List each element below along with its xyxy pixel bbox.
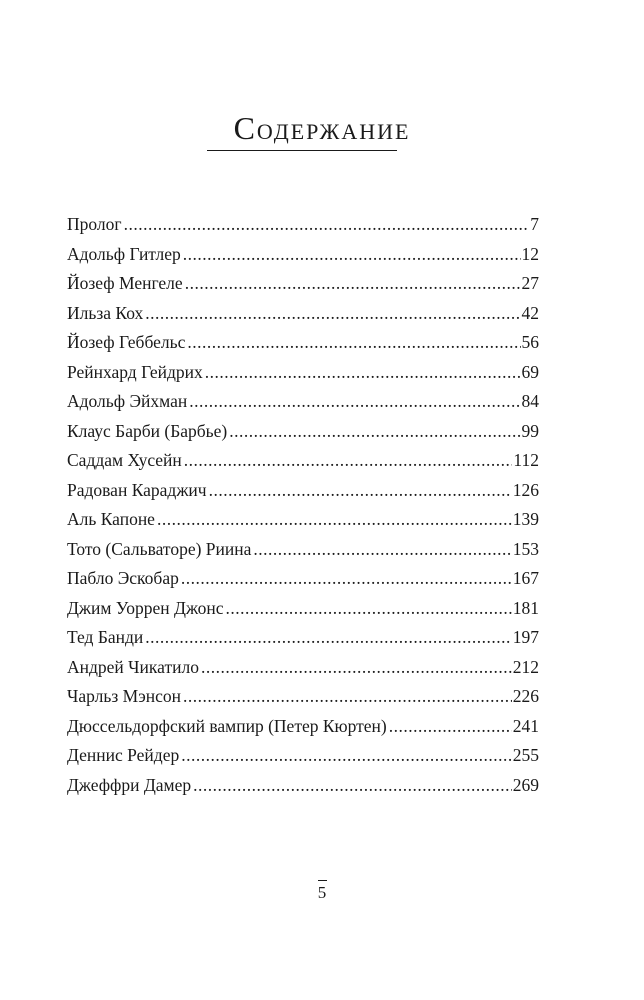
toc-dot-leader — [205, 358, 521, 388]
toc-entry[interactable] — [67, 358, 539, 388]
toc-dot-leader — [157, 505, 512, 535]
toc-dot-leader — [183, 240, 521, 270]
toc-dot-leader — [189, 387, 520, 417]
toc-dot-leader — [389, 712, 512, 742]
toc-entry-page: 42 — [521, 302, 539, 323]
toc-entry-title: Йозеф Менгеле — [67, 273, 183, 293]
toc-dot-leader — [145, 623, 511, 653]
toc-entry-page: 269 — [512, 774, 539, 795]
toc-entry-page: 69 — [521, 361, 539, 382]
page-title: Содержание — [233, 110, 411, 146]
toc-entry-title: Саддам Хусейн — [67, 450, 182, 470]
toc-entry[interactable] — [67, 741, 539, 771]
toc-entry-page: 126 — [512, 479, 539, 500]
toc-entry-title: Пабло Эскобар — [67, 568, 179, 588]
toc-entry-title: Андрей Чикатило — [67, 656, 199, 677]
page-number: 5 — [317, 883, 327, 902]
toc-entry-page: 212 — [512, 656, 539, 677]
toc-entry[interactable] — [67, 328, 539, 358]
toc-dot-leader — [187, 328, 520, 358]
toc-entry-page: 84 — [521, 391, 539, 411]
toc-entry-title: Радован Караджич — [67, 479, 207, 500]
toc-entry[interactable] — [67, 712, 539, 742]
toc-entry-title: Йозеф Геббельс — [67, 332, 186, 352]
toc-entry-title: Ильза Кох — [67, 302, 144, 323]
toc-entry[interactable] — [67, 417, 539, 447]
toc-dot-leader — [185, 269, 521, 299]
toc-dot-leader — [229, 417, 520, 447]
toc-dot-leader — [253, 535, 511, 565]
toc-dot-leader — [181, 741, 512, 771]
toc-dot-leader — [209, 476, 512, 506]
toc-entry[interactable] — [67, 476, 539, 506]
toc-entry[interactable] — [67, 210, 539, 240]
toc-entry[interactable] — [67, 653, 539, 683]
toc-entry[interactable] — [67, 535, 539, 565]
toc-entry-page: 226 — [512, 686, 539, 706]
toc-entry[interactable] — [67, 623, 539, 653]
toc-dot-leader — [124, 210, 530, 240]
toc-dot-leader — [181, 564, 512, 594]
toc-entry-page: 56 — [521, 332, 539, 352]
toc-entry-title: Джеффри Дамер — [67, 774, 192, 795]
toc-entry-page: 12 — [521, 243, 539, 264]
toc-entry-title: Дюссельдорфский вампир (Петер Кюртен) — [67, 715, 387, 736]
toc-entry[interactable] — [67, 446, 539, 476]
toc-entry-title: Чарльз Мэнсон — [67, 686, 181, 706]
toc-entry-page: 112 — [513, 450, 539, 470]
toc-entry-page: 241 — [512, 715, 539, 736]
toc-entry-page: 99 — [521, 420, 539, 441]
toc-dot-leader — [184, 446, 513, 476]
toc-dot-leader — [226, 594, 512, 624]
toc-entry[interactable] — [67, 771, 539, 801]
toc-dot-leader — [145, 299, 520, 329]
toc-entry-title: Адольф Эйхман — [67, 391, 188, 411]
toc-entry-title: Пролог — [67, 214, 122, 234]
toc-dot-leader — [183, 682, 512, 712]
toc-entry-page: 167 — [512, 568, 539, 588]
toc-entry-title: Рейнхард Гейдрих — [67, 361, 203, 382]
folio-mark — [318, 880, 327, 881]
toc-entry-title: Аль Капоне — [67, 509, 155, 529]
toc-entry[interactable] — [67, 594, 539, 624]
toc-entry[interactable] — [67, 299, 539, 329]
toc-dot-leader — [193, 771, 512, 801]
toc-entry-title: Тото (Сальваторе) Риина — [67, 538, 252, 559]
toc-entry-title: Джим Уоррен Джонс — [67, 597, 224, 618]
toc-entry-title: Тед Банди — [67, 627, 144, 647]
toc-entry[interactable] — [67, 564, 539, 594]
title-underline — [207, 150, 397, 151]
toc-entry-page: 181 — [512, 597, 539, 618]
toc-entry-page: 7 — [530, 214, 539, 234]
table-of-contents — [67, 210, 539, 800]
toc-entry-title: Деннис Рейдер — [67, 745, 180, 765]
toc-entry-page: 139 — [512, 509, 539, 529]
toc-dot-leader — [201, 653, 512, 683]
toc-entry-page: 255 — [512, 745, 539, 765]
title-container — [0, 108, 644, 148]
toc-entry[interactable] — [67, 269, 539, 299]
toc-entry[interactable] — [67, 505, 539, 535]
toc-entry-title: Адольф Гитлер — [67, 243, 181, 264]
toc-entry-page: 27 — [521, 273, 539, 293]
toc-entry[interactable] — [67, 682, 539, 712]
toc-entry-page: 153 — [512, 538, 539, 559]
toc-entry-title: Клаус Барби (Барбье) — [67, 420, 228, 441]
toc-entry[interactable] — [67, 387, 539, 417]
page-footer — [0, 880, 644, 903]
toc-entry[interactable] — [67, 240, 539, 270]
toc-entry-page: 197 — [512, 627, 539, 647]
